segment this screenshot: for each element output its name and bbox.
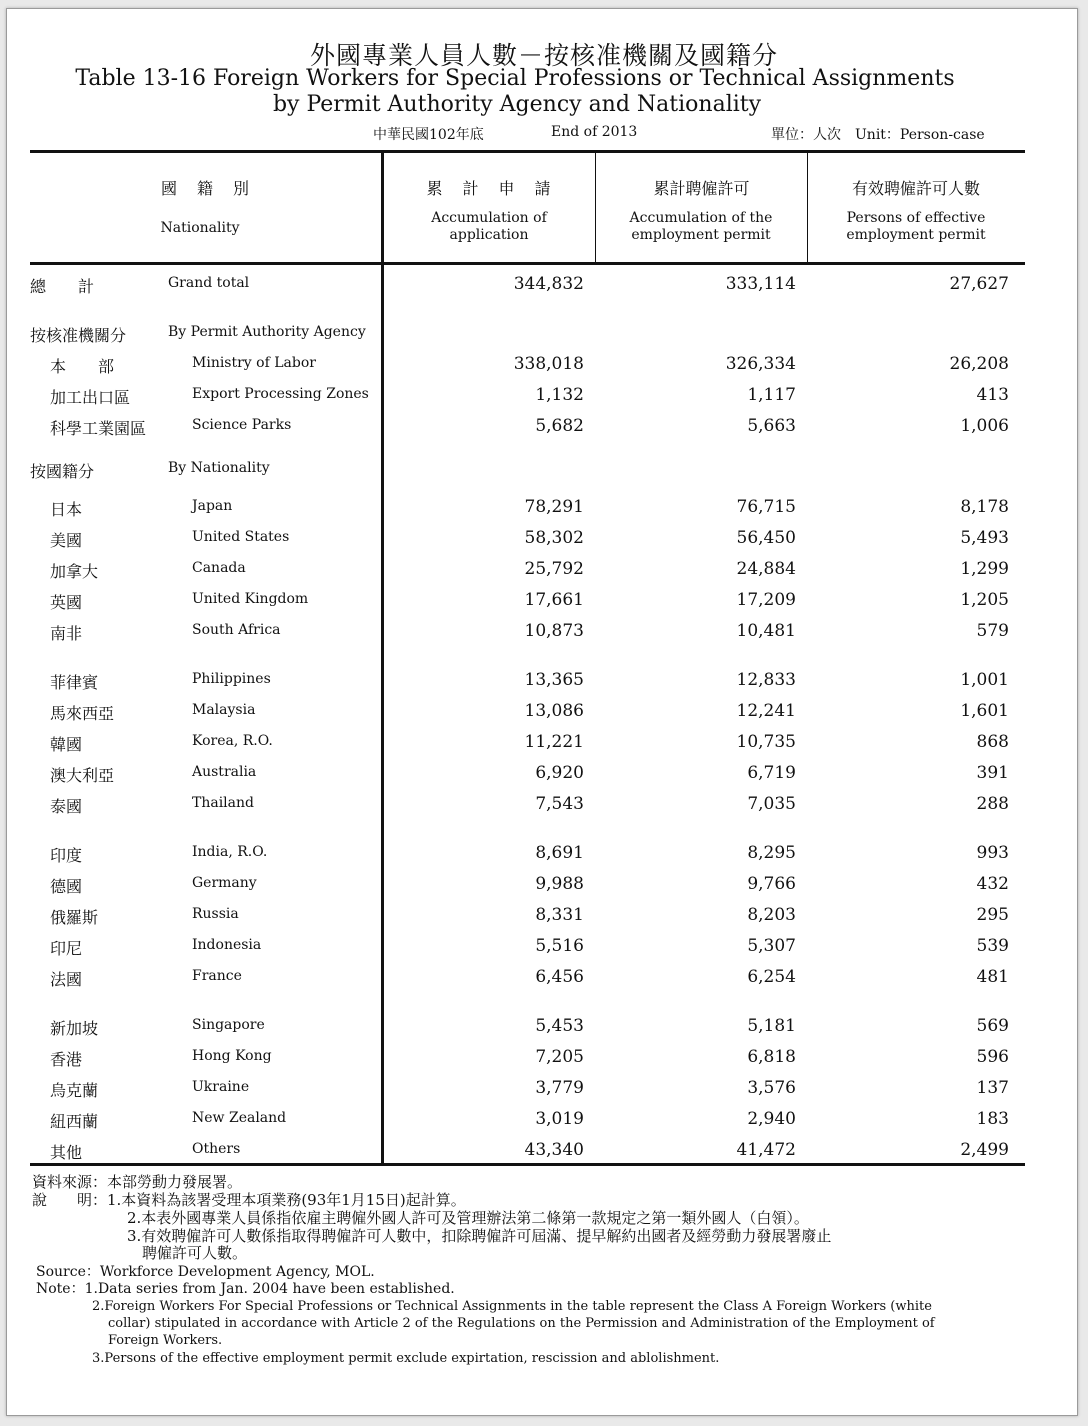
cell-employment-permit: 10,481 bbox=[736, 621, 796, 641]
cell-effective-permit: 1,601 bbox=[960, 701, 1009, 721]
cell-effective-permit: 539 bbox=[976, 936, 1009, 956]
table-row bbox=[30, 666, 1025, 694]
cell-effective-permit: 8,178 bbox=[960, 497, 1009, 517]
section-heading-nationality bbox=[30, 455, 1025, 483]
source-chinese: 資料來源：本部勞動力發展署。 bbox=[32, 1173, 243, 1191]
cell-effective-permit: 295 bbox=[976, 905, 1009, 925]
cell-effective-permit: 481 bbox=[976, 967, 1009, 987]
note-chinese-2: 2.本表外國專業人員係指依雇主聘僱外國人許可及管理辦法第二條第一款規定之第一類外國人（白領）。 bbox=[127, 1209, 809, 1227]
row-label-en: United Kingdom bbox=[192, 591, 309, 607]
cell-application: 58,302 bbox=[524, 528, 584, 548]
row-label-zh: 印度 bbox=[50, 846, 83, 865]
row-label-en: By Permit Authority Agency bbox=[168, 324, 366, 340]
note-chinese-3b: 聘僱許可人數。 bbox=[142, 1244, 248, 1262]
cell-effective-permit: 868 bbox=[976, 732, 1009, 752]
header-employment-permit-zh: 累計聘僱許可 bbox=[653, 179, 750, 198]
header-application-zh: 累 計 申 請 bbox=[426, 179, 553, 198]
row-label-en: Science Parks bbox=[192, 417, 292, 433]
cell-employment-permit: 24,884 bbox=[736, 559, 796, 579]
table-row bbox=[30, 728, 1025, 756]
cell-employment-permit: 76,715 bbox=[736, 497, 796, 517]
title-english-line2: by Permit Authority Agency and Nationality bbox=[272, 92, 762, 117]
cell-employment-permit: 8,203 bbox=[747, 905, 796, 925]
row-label-zh: 新加坡 bbox=[50, 1019, 99, 1038]
header-nationality-en: Nationality bbox=[160, 220, 240, 236]
cell-employment-permit: 1,117 bbox=[747, 385, 796, 405]
row-label-zh: 馬來西亞 bbox=[50, 704, 115, 723]
row-label-en: New Zealand bbox=[192, 1110, 287, 1126]
cell-effective-permit: 993 bbox=[976, 843, 1009, 863]
cell-effective-permit: 1,006 bbox=[960, 416, 1009, 436]
cell-employment-permit: 5,663 bbox=[747, 416, 796, 436]
row-label-zh: 泰國 bbox=[50, 797, 83, 816]
column-divider-3 bbox=[807, 150, 808, 265]
cell-effective-permit: 288 bbox=[976, 794, 1009, 814]
cell-employment-permit: 17,209 bbox=[736, 590, 796, 610]
header-effective-permit-zh: 有效聘僱許可人數 bbox=[851, 179, 980, 198]
cell-application: 5,516 bbox=[535, 936, 584, 956]
cell-effective-permit: 2,499 bbox=[960, 1140, 1009, 1160]
row-label-en: Malaysia bbox=[192, 702, 256, 718]
row-label-zh: 加拿大 bbox=[50, 562, 99, 581]
header-employment-permit-en: Accumulation of the employment permit bbox=[629, 210, 773, 243]
note-english-1: Note：1.Data series from Jan. 2004 have been established. bbox=[36, 1281, 455, 1297]
cell-application: 5,453 bbox=[535, 1016, 584, 1036]
cell-effective-permit: 1,205 bbox=[960, 590, 1009, 610]
row-label-en: Hong Kong bbox=[192, 1048, 272, 1064]
row-label-zh: 印尼 bbox=[50, 939, 83, 958]
header-application-en: Accumulation of application bbox=[431, 210, 547, 243]
row-label-en: India, R.O. bbox=[192, 844, 268, 860]
cell-employment-permit: 6,254 bbox=[747, 967, 796, 987]
source-english: Source：Workforce Development Agency, MOL. bbox=[36, 1264, 375, 1280]
row-label-zh: 澳大利亞 bbox=[50, 766, 115, 785]
row-label-zh: 美國 bbox=[50, 531, 83, 550]
table-row bbox=[30, 932, 1025, 960]
row-label-zh: 香港 bbox=[50, 1050, 83, 1069]
row-label-zh: 俄羅斯 bbox=[50, 908, 99, 927]
row-label-en: Export Processing Zones bbox=[192, 386, 369, 402]
table-row bbox=[30, 790, 1025, 818]
cell-effective-permit: 579 bbox=[976, 621, 1009, 641]
column-divider-2 bbox=[595, 150, 596, 265]
row-label-zh: 按核准機關分 bbox=[30, 326, 127, 345]
table-row bbox=[30, 697, 1025, 725]
cell-application: 7,543 bbox=[535, 794, 584, 814]
row-label-en: By Nationality bbox=[168, 460, 270, 476]
table-row bbox=[30, 1136, 1025, 1164]
row-label-zh: 按國籍分 bbox=[30, 462, 95, 481]
row-label-en: Russia bbox=[192, 906, 239, 922]
note-english-2b: collar) stipulated in accordance with Article 2 of the Regulations on the Permission and Administration of the Employment of bbox=[108, 1316, 935, 1331]
row-label-en: Canada bbox=[192, 560, 246, 576]
row-label-zh: 紐西蘭 bbox=[50, 1112, 99, 1131]
section-heading-permit-authority bbox=[30, 319, 1025, 347]
cell-employment-permit: 6,818 bbox=[747, 1047, 796, 1067]
cell-application: 6,920 bbox=[535, 763, 584, 783]
cell-effective-permit: 27,627 bbox=[949, 274, 1009, 294]
row-label-zh: 南非 bbox=[50, 624, 83, 643]
row-label-zh: 菲律賓 bbox=[50, 673, 99, 692]
cell-application: 25,792 bbox=[524, 559, 584, 579]
row-label-zh: 英國 bbox=[50, 593, 83, 612]
title-english-line1: Table 13-16 Foreign Workers for Special Professions or Technical Assignments bbox=[75, 66, 955, 91]
row-label-en: France bbox=[192, 968, 242, 984]
table-row bbox=[30, 381, 1025, 409]
cell-application: 6,456 bbox=[535, 967, 584, 987]
row-label-en: Ministry of Labor bbox=[192, 355, 316, 371]
cell-employment-permit: 3,576 bbox=[747, 1078, 796, 1098]
table-row bbox=[30, 586, 1025, 614]
row-label-en: Others bbox=[192, 1141, 241, 1157]
row-label-en: Germany bbox=[192, 875, 257, 891]
row-label-en: South Africa bbox=[192, 622, 281, 638]
table-row-grand-total bbox=[30, 270, 1025, 298]
cell-employment-permit: 12,833 bbox=[736, 670, 796, 690]
note-english-2a: 2.Foreign Workers For Special Professions or Technical Assignments in the table represent the Class A Foreign Workers (white bbox=[92, 1299, 932, 1314]
cell-employment-permit: 326,334 bbox=[725, 354, 796, 374]
cell-employment-permit: 333,114 bbox=[725, 274, 796, 294]
row-label-en: Thailand bbox=[192, 795, 254, 811]
row-label-zh: 烏克蘭 bbox=[50, 1081, 99, 1100]
table-row bbox=[30, 524, 1025, 552]
table-row bbox=[30, 1012, 1025, 1040]
cell-application: 78,291 bbox=[524, 497, 584, 517]
cell-application: 17,661 bbox=[524, 590, 584, 610]
cell-effective-permit: 5,493 bbox=[960, 528, 1009, 548]
cell-application: 7,205 bbox=[535, 1047, 584, 1067]
cell-effective-permit: 1,299 bbox=[960, 559, 1009, 579]
cell-application: 11,221 bbox=[524, 732, 584, 752]
cell-employment-permit: 12,241 bbox=[736, 701, 796, 721]
cell-application: 10,873 bbox=[524, 621, 584, 641]
row-label-en: Indonesia bbox=[192, 937, 262, 953]
cell-effective-permit: 26,208 bbox=[949, 354, 1009, 374]
table-row bbox=[30, 412, 1025, 440]
cell-application: 3,019 bbox=[535, 1109, 584, 1129]
note-chinese-1: 說 明：1.本資料為該署受理本項業務(93年1月15日)起計算。 bbox=[32, 1191, 466, 1209]
cell-application: 3,779 bbox=[535, 1078, 584, 1098]
cell-effective-permit: 183 bbox=[976, 1109, 1009, 1129]
cell-application: 8,331 bbox=[535, 905, 584, 925]
cell-application: 43,340 bbox=[524, 1140, 584, 1160]
cell-effective-permit: 432 bbox=[976, 874, 1009, 894]
cell-employment-permit: 5,181 bbox=[747, 1016, 796, 1036]
note-english-3: 3.Persons of the effective employment permit exclude expirtation, rescission and ablolishment. bbox=[92, 1351, 720, 1366]
header-nationality-zh: 國 籍 別 bbox=[160, 179, 251, 198]
unit-label: 單位：人次 Unit：Person-case bbox=[771, 127, 985, 143]
header-effective-permit-en: Persons of effective employment permit bbox=[846, 210, 986, 243]
table-row bbox=[30, 1043, 1025, 1071]
header-bottom-rule bbox=[30, 262, 1025, 265]
cell-employment-permit: 56,450 bbox=[736, 528, 796, 548]
cell-effective-permit: 413 bbox=[976, 385, 1009, 405]
cell-application: 5,682 bbox=[535, 416, 584, 436]
row-label-zh: 其他 bbox=[50, 1143, 83, 1162]
row-label-en: Philippines bbox=[192, 671, 271, 687]
cell-employment-permit: 8,295 bbox=[747, 843, 796, 863]
cell-effective-permit: 569 bbox=[976, 1016, 1009, 1036]
table-row bbox=[30, 1105, 1025, 1133]
row-label-en: United States bbox=[192, 529, 290, 545]
cell-application: 1,132 bbox=[535, 385, 584, 405]
row-label-zh: 總 計 bbox=[30, 277, 95, 296]
cell-employment-permit: 9,766 bbox=[747, 874, 796, 894]
row-label-en: Grand total bbox=[168, 275, 250, 291]
table-row bbox=[30, 901, 1025, 929]
cell-application: 13,365 bbox=[524, 670, 584, 690]
table-top-rule bbox=[30, 150, 1025, 153]
cell-employment-permit: 5,307 bbox=[747, 936, 796, 956]
note-chinese-3a: 3.有效聘僱許可人數係指取得聘僱許可人數中，扣除聘僱許可屆滿、提早解約出國者及經勞動力發展署廢止 bbox=[127, 1227, 832, 1245]
table-row bbox=[30, 759, 1025, 787]
row-label-zh: 本 部 bbox=[50, 357, 115, 376]
cell-effective-permit: 1,001 bbox=[960, 670, 1009, 690]
cell-employment-permit: 10,735 bbox=[736, 732, 796, 752]
table-row bbox=[30, 839, 1025, 867]
row-label-zh: 科學工業園區 bbox=[50, 419, 147, 438]
cell-application: 8,691 bbox=[535, 843, 584, 863]
cell-application: 9,988 bbox=[535, 874, 584, 894]
cell-application: 338,018 bbox=[513, 354, 584, 374]
cell-employment-permit: 41,472 bbox=[736, 1140, 796, 1160]
cell-effective-permit: 391 bbox=[976, 763, 1009, 783]
row-label-en: Singapore bbox=[192, 1017, 265, 1033]
year-label-english: End of 2013 bbox=[551, 124, 638, 140]
cell-effective-permit: 596 bbox=[976, 1047, 1009, 1067]
table-row bbox=[30, 617, 1025, 645]
row-label-zh: 德國 bbox=[50, 877, 83, 896]
title-chinese: 外國專業人員人數－按核准機關及國籍分 bbox=[309, 41, 778, 70]
row-label-zh: 韓國 bbox=[50, 735, 83, 754]
row-label-en: Australia bbox=[192, 764, 257, 780]
note-english-2c: Foreign Workers. bbox=[108, 1333, 223, 1348]
year-label-chinese: 中華民國102年底 bbox=[373, 127, 484, 143]
cell-employment-permit: 6,719 bbox=[747, 763, 796, 783]
row-label-en: Ukraine bbox=[192, 1079, 250, 1095]
cell-employment-permit: 2,940 bbox=[747, 1109, 796, 1129]
table-row bbox=[30, 350, 1025, 378]
row-label-zh: 加工出口區 bbox=[50, 388, 131, 407]
table-row bbox=[30, 1074, 1025, 1102]
cell-effective-permit: 137 bbox=[976, 1078, 1009, 1098]
row-label-en: Korea, R.O. bbox=[192, 733, 273, 749]
row-label-zh: 法國 bbox=[50, 970, 83, 989]
table-row bbox=[30, 870, 1025, 898]
table-row bbox=[30, 963, 1025, 991]
cell-employment-permit: 7,035 bbox=[747, 794, 796, 814]
table-row bbox=[30, 555, 1025, 583]
row-label-zh: 日本 bbox=[50, 500, 83, 519]
table-row bbox=[30, 493, 1025, 521]
row-label-en: Japan bbox=[192, 498, 233, 514]
cell-application: 13,086 bbox=[524, 701, 584, 721]
cell-application: 344,832 bbox=[513, 274, 584, 294]
